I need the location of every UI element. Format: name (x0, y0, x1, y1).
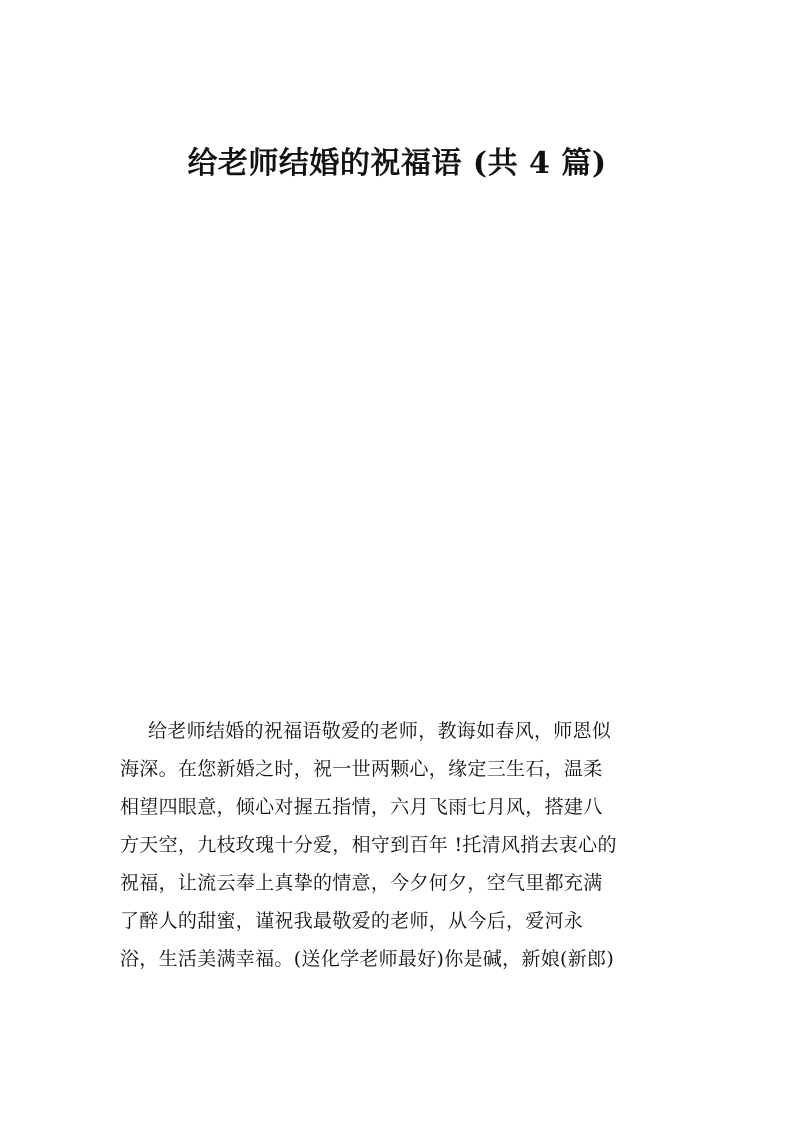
body-line: 给老师结婚的祝福语敬爱的老师，教诲如春风，师恩似 (148, 720, 612, 742)
body-line: 相望四眼意，倾心对握五指情，六月飞雨七月风，搭建八 (120, 796, 603, 818)
body-line: 了醉人的甜蜜，谨祝我最敬爱的老师，从今后，爱河永 (120, 910, 584, 932)
body-line: 祝福，让流云奉上真挚的情意，今夕何夕，空气里都充满 (120, 872, 603, 894)
document-body (120, 712, 680, 978)
body-line: 方天空，九枝玫瑰十分爱，相守到百年 !托清风捎去衷心的 (120, 834, 617, 856)
body-line: 海深。在您新婚之时，祝一世两颗心，缘定三生石，温柔 (120, 758, 603, 780)
body-line: 浴，生活美满幸福。(送化学老师最好)你是碱，新娘(新郎) (120, 948, 615, 970)
document-title: 给老师结婚的祝福语 (共 4 篇) (187, 146, 607, 181)
